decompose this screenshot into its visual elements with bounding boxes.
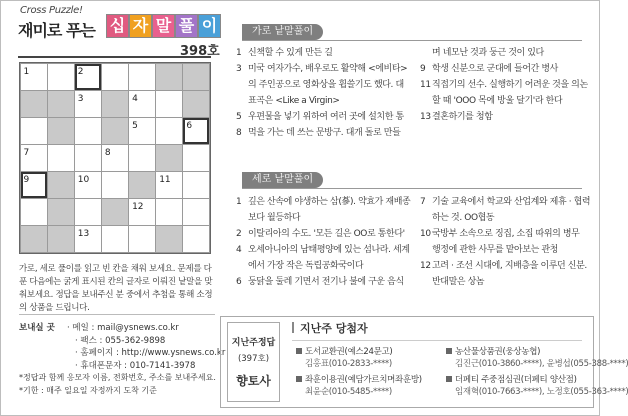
clue-text: 하는 것. OO협동 <box>432 213 495 223</box>
contact-email[interactable]: · 메일 : mail@ysnews.co.kr <box>67 323 179 333</box>
clue-line <box>236 258 410 274</box>
clue-text: 오세아니아의 남태평양에 있는 섬나라. 세계 <box>248 245 410 255</box>
clue-number: 9 <box>23 175 30 186</box>
divider <box>19 314 215 315</box>
grid-block <box>155 63 183 91</box>
grid-block <box>47 225 75 253</box>
clue-text: 둥닭을 둘레 기면서 전기나 불에 구운 음식 <box>248 277 404 287</box>
grid-cell[interactable] <box>74 171 102 199</box>
grid-block <box>155 144 183 172</box>
last-answer-box <box>227 322 280 402</box>
grid-cell[interactable] <box>74 144 102 172</box>
winner-names: 김진근(010-3860-****), 윤병섭(055-388-****) <box>455 359 628 369</box>
clue-line <box>420 274 590 290</box>
bullet-icon <box>446 376 452 382</box>
winner-entry <box>446 374 628 398</box>
clue-index: 2 <box>236 229 242 239</box>
down-title: 세로 낱말풀이 <box>242 172 323 188</box>
grid-cell[interactable] <box>128 90 156 118</box>
answer-issue: (397호) <box>237 354 270 364</box>
bullet-icon <box>296 348 302 354</box>
winners-title: 지난주 당첨자 <box>300 322 368 335</box>
contact-info <box>19 322 226 397</box>
grid-block <box>47 90 75 118</box>
grid-cell[interactable] <box>155 117 183 145</box>
clue-number: 12 <box>132 202 144 213</box>
clue-text: 직접기의 선수. 실행하기 어려운 것을 의논 <box>432 80 588 90</box>
instructions: 가로, 세로 풀이를 읽고 빈 칸을 채워 보세요. 문제를 다 푼 다음에는 굵게 표시된 칸의 글자로 이뤄진 낱말을 맞춰보세요. 정답을 보내주신 분 중에서 추첨을 통해 소정의 상품을 드립니다. <box>19 264 213 313</box>
contact-phone: · 휴대폰문자 : 010-7141-3978 <box>75 360 196 371</box>
clue-text: 에서 가장 작은 독립공화국이다 <box>248 261 364 271</box>
clue-line <box>236 77 407 93</box>
clue-line <box>236 109 407 125</box>
clue-text: 행정에 관한 사무를 맡아보는 관청 <box>432 245 558 255</box>
clue-index: 13 <box>420 112 431 122</box>
clue-text: 먹을 가는 데 쓰는 문방구. 대개 돌로 만들 <box>248 128 401 138</box>
clue-index: 10 <box>420 229 431 239</box>
clue-text: 표곡은 <Like a Virgin> <box>248 96 340 106</box>
grid-cell[interactable] <box>128 144 156 172</box>
grid-cell[interactable] <box>128 63 156 91</box>
grid-cell[interactable] <box>47 144 75 172</box>
clue-line <box>420 61 588 77</box>
clue-text: 며 네모난 것과 둥근 것이 있다 <box>432 48 544 58</box>
across-clues-right <box>420 45 588 125</box>
clue-text: 기술 교육에서 학교와 산업계와 제휴 · 협력 <box>432 197 591 207</box>
clue-line <box>420 242 590 258</box>
clue-text: 신책할 수 있게 만든 길 <box>248 48 333 58</box>
brand-tagline: Cross Puzzle! <box>20 5 83 16</box>
clue-line <box>420 93 588 109</box>
grid-block <box>101 117 129 145</box>
clue-number: 8 <box>104 147 111 158</box>
grid-block <box>101 90 129 118</box>
grid-cell[interactable] <box>74 225 102 253</box>
grid-block <box>47 198 75 226</box>
clue-text: 깊은 산속에 야생하는 삼(蔘). 약효가 재배종 <box>248 197 411 207</box>
grid-block <box>101 198 129 226</box>
clue-number: 13 <box>77 229 90 240</box>
contact-label: 보내실 곳 <box>19 323 55 333</box>
crossword-grid <box>19 62 211 254</box>
clue-index: 12 <box>420 261 431 271</box>
clue-line <box>420 194 590 210</box>
clue-line <box>236 125 407 141</box>
grid-cell[interactable] <box>47 63 75 91</box>
down-clues-left <box>236 194 410 290</box>
down-clues-right <box>420 194 590 290</box>
contact-fax: · 팩스 : 055-362-9898 <box>75 335 166 346</box>
prize-name: 더페티 주중점심권(더페티 양산점) <box>455 375 577 385</box>
clue-line <box>420 258 590 274</box>
grid-block <box>128 171 156 199</box>
clue-line <box>236 210 410 226</box>
clue-text: 학생 신분으로 군대에 들어간 병사 <box>432 64 558 74</box>
clue-text: 이탈리아의 수도. '모든 길은 OO로 통한다' <box>248 229 405 239</box>
clue-text: 의 주인공으로 영화상을 휩쓸기도 했다. 대 <box>248 80 404 90</box>
clue-line <box>236 61 407 77</box>
clue-line <box>236 93 407 109</box>
clue-number: 6 <box>186 120 193 131</box>
prize-name: 도서교환권(예스24문고) <box>305 347 393 357</box>
grid-cell[interactable] <box>101 63 129 91</box>
clue-index: 6 <box>236 277 242 287</box>
across-clues-left <box>236 45 407 141</box>
contact-note: *정답과 함께 응모자 이름, 전화번호, 주소를 보내주세요. <box>19 373 216 382</box>
grid-cell[interactable] <box>101 171 129 199</box>
grid-block <box>20 225 48 253</box>
grid-cell[interactable] <box>182 198 210 226</box>
grid-cell[interactable] <box>182 117 210 145</box>
clue-number: 5 <box>132 120 138 131</box>
clue-number: 1 <box>23 66 30 77</box>
winners-rule <box>292 340 582 341</box>
title-tile: 이 <box>198 14 221 38</box>
clue-index: 4 <box>236 245 242 255</box>
clue-line <box>420 109 588 125</box>
grid-cell[interactable] <box>182 144 210 172</box>
winners-marker <box>292 322 294 333</box>
clue-line <box>236 274 410 290</box>
contact-deadline: *기한 : 매주 일요일 자정까지 도착 기준 <box>19 385 157 395</box>
clue-line <box>236 194 410 210</box>
clue-line <box>420 77 588 93</box>
clue-number: 10 <box>77 175 90 186</box>
grid-block <box>47 117 75 145</box>
grid-cell[interactable] <box>155 171 183 199</box>
clue-text: 반대말은 상놈 <box>432 277 485 287</box>
grid-block <box>155 225 183 253</box>
clue-text: 결혼하기를 청함 <box>432 112 493 122</box>
grid-cell[interactable] <box>20 171 48 199</box>
clue-index: 7 <box>420 197 426 207</box>
clue-line <box>236 45 407 61</box>
clue-text: 고려 · 조선 시대에, 지배층을 이루던 신분. <box>432 261 587 271</box>
winner-names: 최윤순(010-5485-****) <box>305 387 392 397</box>
clue-number: 2 <box>77 66 84 77</box>
title-tile: 말 <box>152 14 175 38</box>
title-tile: 십 <box>106 14 129 38</box>
grid-cell[interactable] <box>128 225 156 253</box>
clue-line <box>236 242 410 258</box>
clue-number: 3 <box>77 93 84 104</box>
winner-entry <box>296 346 392 370</box>
winner-entry <box>446 346 628 370</box>
clue-line <box>420 226 590 242</box>
brand-title: 재미로 푸는 <box>18 21 95 40</box>
grid-cell[interactable] <box>74 63 102 91</box>
clue-text: 할 때 'OOO 목에 방울 달기'라 한다 <box>432 96 563 106</box>
winner-names: 임재혁(010-7663-****), 노정호(055-363-****) <box>455 387 628 397</box>
grid-cell[interactable] <box>74 117 102 145</box>
winner-entry <box>296 374 422 398</box>
answer-title: 지난주정답 <box>231 338 276 348</box>
down-header <box>242 172 582 189</box>
title-tile: 자 <box>129 14 152 38</box>
grid-cell[interactable] <box>101 144 129 172</box>
bullet-icon <box>296 376 302 382</box>
across-title: 가로 낱말풀이 <box>242 24 323 40</box>
grid-cell[interactable] <box>20 63 48 91</box>
clue-text: 보다 월등하다 <box>248 213 301 223</box>
grid-cell[interactable] <box>128 198 156 226</box>
clue-index: 11 <box>420 80 431 90</box>
issue-number: 398호 <box>180 44 220 59</box>
grid-cell[interactable] <box>74 198 102 226</box>
winner-names: 김홍표(010-2833-****) <box>305 359 392 369</box>
answer-word: 향토사 <box>236 374 271 388</box>
clue-line <box>420 210 590 226</box>
title-tile: 풀 <box>175 14 198 38</box>
title-rule <box>18 56 211 58</box>
grid-block <box>182 63 210 91</box>
clue-text: 국방부 소속으로 징집, 소집 따위의 병무 <box>432 229 580 239</box>
grid-cell[interactable] <box>155 198 183 226</box>
grid-block <box>182 90 210 118</box>
clue-index: 8 <box>236 128 242 138</box>
clue-index: 1 <box>236 197 242 207</box>
grid-cell[interactable] <box>128 117 156 145</box>
bullet-icon <box>446 348 452 354</box>
grid-cell[interactable] <box>155 90 183 118</box>
clue-line <box>420 45 588 61</box>
contact-homepage[interactable]: · 홈페이지 : http://www.ysnews.co.kr <box>75 348 226 358</box>
grid-cell[interactable] <box>182 225 210 253</box>
clue-number: 11 <box>159 175 171 186</box>
clue-number: 4 <box>132 93 138 104</box>
grid-cell[interactable] <box>182 171 210 199</box>
clue-text: 미국 여자가수, 배우로도 활약해 <에비타> <box>248 64 408 74</box>
grid-block <box>47 171 75 199</box>
grid-block <box>20 90 48 118</box>
prize-name: 농산물상품권(웅상농협) <box>455 347 541 357</box>
prize-name: 좌훈이용권(예담가르치며좌훈방) <box>305 375 422 385</box>
clue-index: 3 <box>236 64 242 74</box>
grid-cell[interactable] <box>101 225 129 253</box>
grid-cell[interactable] <box>20 117 48 145</box>
clue-index: 1 <box>236 48 242 58</box>
clue-number: 7 <box>23 147 30 158</box>
clue-index: 5 <box>236 112 242 122</box>
grid-cell[interactable] <box>20 144 48 172</box>
grid-cell[interactable] <box>20 198 48 226</box>
clue-line <box>236 226 410 242</box>
clue-text: 우편물을 넣기 위하여 여러 곳에 설치한 통 <box>248 112 404 122</box>
grid-cell[interactable] <box>74 90 102 118</box>
across-header <box>242 24 582 41</box>
clue-index: 9 <box>420 64 426 74</box>
